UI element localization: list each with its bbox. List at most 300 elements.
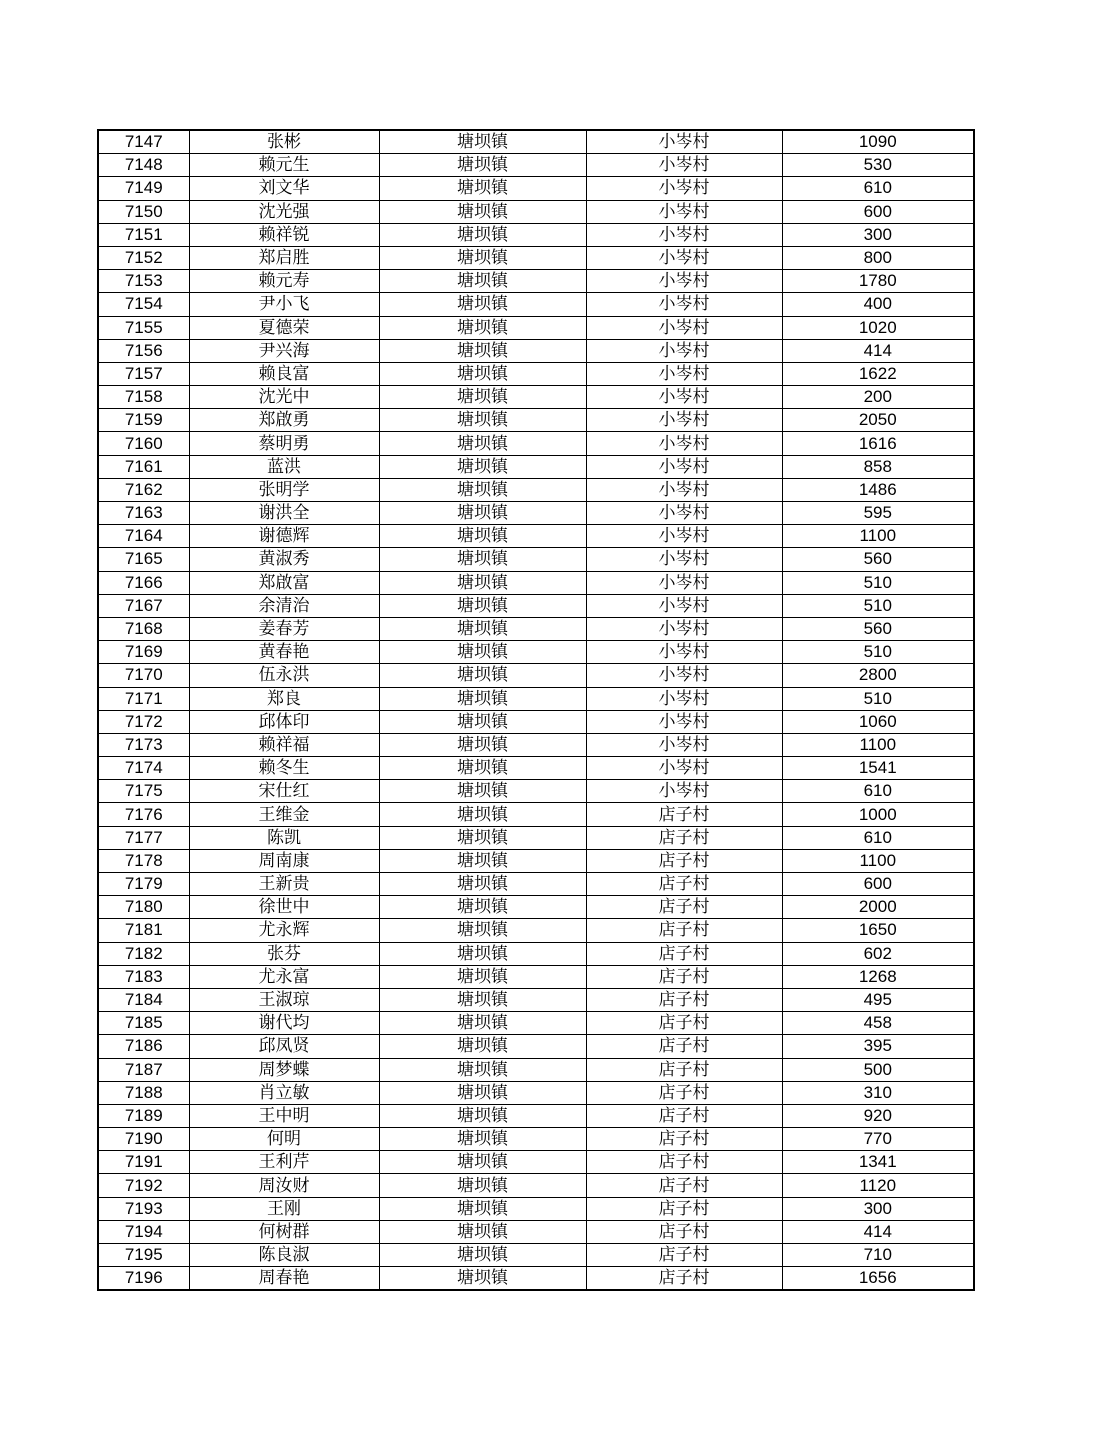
amount-cell: 2050 [782,409,974,432]
name-cell: 黄淑秀 [189,548,379,571]
name-cell: 赖祥福 [189,733,379,756]
amount-cell: 200 [782,386,974,409]
town-cell: 塘坝镇 [379,478,586,501]
town-cell: 塘坝镇 [379,1128,586,1151]
town-cell: 塘坝镇 [379,1244,586,1267]
name-cell: 王中明 [189,1104,379,1127]
name-cell: 尤永富 [189,965,379,988]
amount-cell: 1090 [782,130,974,154]
name-cell: 沈光中 [189,386,379,409]
village-cell: 店子村 [586,1035,782,1058]
village-cell: 小岑村 [586,455,782,478]
town-cell: 塘坝镇 [379,849,586,872]
amount-cell: 602 [782,942,974,965]
amount-cell: 560 [782,548,974,571]
table-row [98,293,974,316]
name-cell: 王维金 [189,803,379,826]
amount-cell: 600 [782,200,974,223]
town-cell: 塘坝镇 [379,1220,586,1243]
amount-cell: 414 [782,1220,974,1243]
amount-cell: 1780 [782,270,974,293]
village-cell: 店子村 [586,826,782,849]
town-cell: 塘坝镇 [379,617,586,640]
table-row [98,780,974,803]
table-row [98,757,974,780]
name-cell: 郑启胜 [189,246,379,269]
village-cell: 小岑村 [586,386,782,409]
row-number-cell: 7180 [98,896,189,919]
name-cell: 周梦蝶 [189,1058,379,1081]
town-cell: 塘坝镇 [379,130,586,154]
row-number-cell: 7169 [98,641,189,664]
name-cell: 沈光强 [189,200,379,223]
amount-cell: 1100 [782,733,974,756]
village-cell: 店子村 [586,1081,782,1104]
table-row [98,849,974,872]
row-number-cell: 7194 [98,1220,189,1243]
town-cell: 塘坝镇 [379,896,586,919]
row-number-cell: 7190 [98,1128,189,1151]
town-cell: 塘坝镇 [379,826,586,849]
amount-cell: 2800 [782,664,974,687]
town-cell: 塘坝镇 [379,339,586,362]
name-cell: 赖祥锐 [189,223,379,246]
table-row [98,641,974,664]
table-row [98,1174,974,1197]
table-row [98,525,974,548]
village-cell: 小岑村 [586,432,782,455]
village-cell: 小岑村 [586,177,782,200]
row-number-cell: 7188 [98,1081,189,1104]
village-cell: 店子村 [586,849,782,872]
town-cell: 塘坝镇 [379,594,586,617]
table-row [98,965,974,988]
village-cell: 小岑村 [586,710,782,733]
town-cell: 塘坝镇 [379,270,586,293]
name-cell: 黄春艳 [189,641,379,664]
table-row [98,223,974,246]
town-cell: 塘坝镇 [379,1104,586,1127]
amount-cell: 770 [782,1128,974,1151]
name-cell: 陈凯 [189,826,379,849]
row-number-cell: 7174 [98,757,189,780]
town-cell: 塘坝镇 [379,757,586,780]
amount-cell: 1268 [782,965,974,988]
table-row [98,270,974,293]
name-cell: 周南康 [189,849,379,872]
name-cell: 王淑琼 [189,988,379,1011]
table-row [98,1151,974,1174]
table-row [98,548,974,571]
village-cell: 店子村 [586,1267,782,1291]
village-cell: 小岑村 [586,641,782,664]
village-cell: 店子村 [586,896,782,919]
table-row [98,687,974,710]
table-row [98,200,974,223]
town-cell: 塘坝镇 [379,525,586,548]
row-number-cell: 7175 [98,780,189,803]
row-number-cell: 7155 [98,316,189,339]
village-cell: 小岑村 [586,617,782,640]
village-cell: 小岑村 [586,664,782,687]
amount-cell: 510 [782,687,974,710]
name-cell: 肖立敏 [189,1081,379,1104]
row-number-cell: 7157 [98,362,189,385]
table-row [98,594,974,617]
town-cell: 塘坝镇 [379,1081,586,1104]
village-cell: 小岑村 [586,687,782,710]
table-row [98,919,974,942]
name-cell: 伍永洪 [189,664,379,687]
row-number-cell: 7195 [98,1244,189,1267]
town-cell: 塘坝镇 [379,362,586,385]
name-cell: 王刚 [189,1197,379,1220]
name-cell: 陈良淑 [189,1244,379,1267]
table-row [98,154,974,177]
town-cell: 塘坝镇 [379,919,586,942]
village-cell: 店子村 [586,1128,782,1151]
town-cell: 塘坝镇 [379,200,586,223]
table-row [98,455,974,478]
village-cell: 店子村 [586,919,782,942]
village-cell: 小岑村 [586,339,782,362]
village-cell: 店子村 [586,803,782,826]
village-cell: 小岑村 [586,293,782,316]
town-cell: 塘坝镇 [379,687,586,710]
row-number-cell: 7150 [98,200,189,223]
table-row [98,502,974,525]
amount-cell: 1100 [782,525,974,548]
amount-cell: 530 [782,154,974,177]
name-cell: 刘文华 [189,177,379,200]
name-cell: 赖元生 [189,154,379,177]
amount-cell: 710 [782,1244,974,1267]
name-cell: 张明学 [189,478,379,501]
name-cell: 余清治 [189,594,379,617]
amount-cell: 1656 [782,1267,974,1291]
amount-cell: 1020 [782,316,974,339]
table-row [98,571,974,594]
town-cell: 塘坝镇 [379,942,586,965]
row-number-cell: 7167 [98,594,189,617]
name-cell: 谢德辉 [189,525,379,548]
village-cell: 小岑村 [586,733,782,756]
name-cell: 周汝财 [189,1174,379,1197]
name-cell: 王利芹 [189,1151,379,1174]
amount-cell: 400 [782,293,974,316]
town-cell: 塘坝镇 [379,664,586,687]
village-cell: 小岑村 [586,548,782,571]
village-cell: 小岑村 [586,154,782,177]
village-cell: 小岑村 [586,757,782,780]
row-number-cell: 7172 [98,710,189,733]
roster-table-body [98,130,974,1290]
table-row [98,339,974,362]
name-cell: 邱凤贤 [189,1035,379,1058]
village-cell: 小岑村 [586,525,782,548]
town-cell: 塘坝镇 [379,386,586,409]
amount-cell: 920 [782,1104,974,1127]
town-cell: 塘坝镇 [379,432,586,455]
town-cell: 塘坝镇 [379,780,586,803]
amount-cell: 458 [782,1012,974,1035]
town-cell: 塘坝镇 [379,733,586,756]
amount-cell: 1060 [782,710,974,733]
row-number-cell: 7154 [98,293,189,316]
name-cell: 郑啟勇 [189,409,379,432]
name-cell: 蔡明勇 [189,432,379,455]
town-cell: 塘坝镇 [379,409,586,432]
amount-cell: 510 [782,594,974,617]
amount-cell: 495 [782,988,974,1011]
amount-cell: 600 [782,873,974,896]
town-cell: 塘坝镇 [379,154,586,177]
village-cell: 小岑村 [586,478,782,501]
row-number-cell: 7152 [98,246,189,269]
village-cell: 店子村 [586,988,782,1011]
table-row [98,803,974,826]
amount-cell: 1000 [782,803,974,826]
amount-cell: 858 [782,455,974,478]
name-cell: 赖元寿 [189,270,379,293]
row-number-cell: 7147 [98,130,189,154]
village-cell: 店子村 [586,942,782,965]
amount-cell: 2000 [782,896,974,919]
row-number-cell: 7182 [98,942,189,965]
village-cell: 小岑村 [586,246,782,269]
amount-cell: 1541 [782,757,974,780]
row-number-cell: 7173 [98,733,189,756]
table-row [98,1244,974,1267]
table-row [98,1128,974,1151]
row-number-cell: 7192 [98,1174,189,1197]
row-number-cell: 7159 [98,409,189,432]
row-number-cell: 7186 [98,1035,189,1058]
row-number-cell: 7153 [98,270,189,293]
amount-cell: 595 [782,502,974,525]
row-number-cell: 7168 [98,617,189,640]
amount-cell: 610 [782,826,974,849]
table-row [98,710,974,733]
table-row [98,617,974,640]
row-number-cell: 7181 [98,919,189,942]
amount-cell: 1341 [782,1151,974,1174]
table-row [98,873,974,896]
town-cell: 塘坝镇 [379,965,586,988]
amount-cell: 300 [782,1197,974,1220]
table-row [98,316,974,339]
table-row [98,896,974,919]
town-cell: 塘坝镇 [379,223,586,246]
amount-cell: 1120 [782,1174,974,1197]
table-row [98,409,974,432]
town-cell: 塘坝镇 [379,988,586,1011]
row-number-cell: 7149 [98,177,189,200]
row-number-cell: 7171 [98,687,189,710]
table-row [98,362,974,385]
row-number-cell: 7163 [98,502,189,525]
name-cell: 宋仕红 [189,780,379,803]
row-number-cell: 7179 [98,873,189,896]
amount-cell: 610 [782,177,974,200]
village-cell: 小岑村 [586,316,782,339]
table-row [98,177,974,200]
name-cell: 夏德荣 [189,316,379,339]
row-number-cell: 7170 [98,664,189,687]
town-cell: 塘坝镇 [379,293,586,316]
row-number-cell: 7151 [98,223,189,246]
amount-cell: 1100 [782,849,974,872]
name-cell: 赖良富 [189,362,379,385]
row-number-cell: 7177 [98,826,189,849]
village-cell: 小岑村 [586,571,782,594]
table-row [98,1220,974,1243]
row-number-cell: 7164 [98,525,189,548]
village-cell: 小岑村 [586,270,782,293]
spreadsheet-page [97,129,973,1291]
village-cell: 店子村 [586,873,782,896]
village-cell: 小岑村 [586,409,782,432]
name-cell: 谢洪全 [189,502,379,525]
town-cell: 塘坝镇 [379,1012,586,1035]
village-cell: 店子村 [586,1174,782,1197]
name-cell: 郑良 [189,687,379,710]
row-number-cell: 7193 [98,1197,189,1220]
village-cell: 小岑村 [586,594,782,617]
table-row [98,1058,974,1081]
village-cell: 店子村 [586,1012,782,1035]
town-cell: 塘坝镇 [379,641,586,664]
table-row [98,386,974,409]
town-cell: 塘坝镇 [379,455,586,478]
table-row [98,664,974,687]
table-row [98,130,974,154]
town-cell: 塘坝镇 [379,710,586,733]
amount-cell: 1616 [782,432,974,455]
village-cell: 小岑村 [586,200,782,223]
name-cell: 尹兴海 [189,339,379,362]
amount-cell: 1486 [782,478,974,501]
amount-cell: 1650 [782,919,974,942]
row-number-cell: 7162 [98,478,189,501]
name-cell: 蓝洪 [189,455,379,478]
name-cell: 尤永辉 [189,919,379,942]
row-number-cell: 7191 [98,1151,189,1174]
village-cell: 店子村 [586,1244,782,1267]
amount-cell: 300 [782,223,974,246]
amount-cell: 414 [782,339,974,362]
row-number-cell: 7158 [98,386,189,409]
amount-cell: 560 [782,617,974,640]
name-cell: 谢代均 [189,1012,379,1035]
town-cell: 塘坝镇 [379,1058,586,1081]
town-cell: 塘坝镇 [379,1197,586,1220]
table-row [98,432,974,455]
row-number-cell: 7160 [98,432,189,455]
town-cell: 塘坝镇 [379,1267,586,1291]
table-row [98,733,974,756]
row-number-cell: 7178 [98,849,189,872]
town-cell: 塘坝镇 [379,1151,586,1174]
row-number-cell: 7148 [98,154,189,177]
amount-cell: 510 [782,641,974,664]
town-cell: 塘坝镇 [379,177,586,200]
row-number-cell: 7184 [98,988,189,1011]
amount-cell: 310 [782,1081,974,1104]
row-number-cell: 7196 [98,1267,189,1291]
row-number-cell: 7183 [98,965,189,988]
row-number-cell: 7189 [98,1104,189,1127]
table-row [98,1197,974,1220]
row-number-cell: 7156 [98,339,189,362]
name-cell: 张彬 [189,130,379,154]
amount-cell: 610 [782,780,974,803]
row-number-cell: 7187 [98,1058,189,1081]
row-number-cell: 7161 [98,455,189,478]
name-cell: 郑啟富 [189,571,379,594]
name-cell: 张芬 [189,942,379,965]
town-cell: 塘坝镇 [379,803,586,826]
town-cell: 塘坝镇 [379,246,586,269]
town-cell: 塘坝镇 [379,316,586,339]
town-cell: 塘坝镇 [379,1174,586,1197]
table-row [98,478,974,501]
village-cell: 店子村 [586,1151,782,1174]
village-cell: 店子村 [586,1220,782,1243]
row-number-cell: 7176 [98,803,189,826]
town-cell: 塘坝镇 [379,873,586,896]
row-number-cell: 7166 [98,571,189,594]
name-cell: 邱体印 [189,710,379,733]
table-row [98,1012,974,1035]
village-cell: 小岑村 [586,502,782,525]
table-row [98,1081,974,1104]
amount-cell: 1622 [782,362,974,385]
table-row [98,1035,974,1058]
name-cell: 徐世中 [189,896,379,919]
village-cell: 小岑村 [586,362,782,385]
village-cell: 店子村 [586,1197,782,1220]
town-cell: 塘坝镇 [379,548,586,571]
village-cell: 店子村 [586,1104,782,1127]
village-cell: 店子村 [586,965,782,988]
name-cell: 赖冬生 [189,757,379,780]
row-number-cell: 7185 [98,1012,189,1035]
name-cell: 何树群 [189,1220,379,1243]
table-row [98,942,974,965]
amount-cell: 800 [782,246,974,269]
table-row [98,1104,974,1127]
row-number-cell: 7165 [98,548,189,571]
name-cell: 王新贵 [189,873,379,896]
village-cell: 小岑村 [586,780,782,803]
table-row [98,988,974,1011]
town-cell: 塘坝镇 [379,502,586,525]
amount-cell: 500 [782,1058,974,1081]
town-cell: 塘坝镇 [379,1035,586,1058]
table-row [98,1267,974,1291]
village-cell: 小岑村 [586,223,782,246]
name-cell: 姜春芳 [189,617,379,640]
roster-table [97,129,975,1291]
name-cell: 何明 [189,1128,379,1151]
name-cell: 周春艳 [189,1267,379,1291]
village-cell: 店子村 [586,1058,782,1081]
table-row [98,246,974,269]
amount-cell: 510 [782,571,974,594]
table-row [98,826,974,849]
name-cell: 尹小飞 [189,293,379,316]
